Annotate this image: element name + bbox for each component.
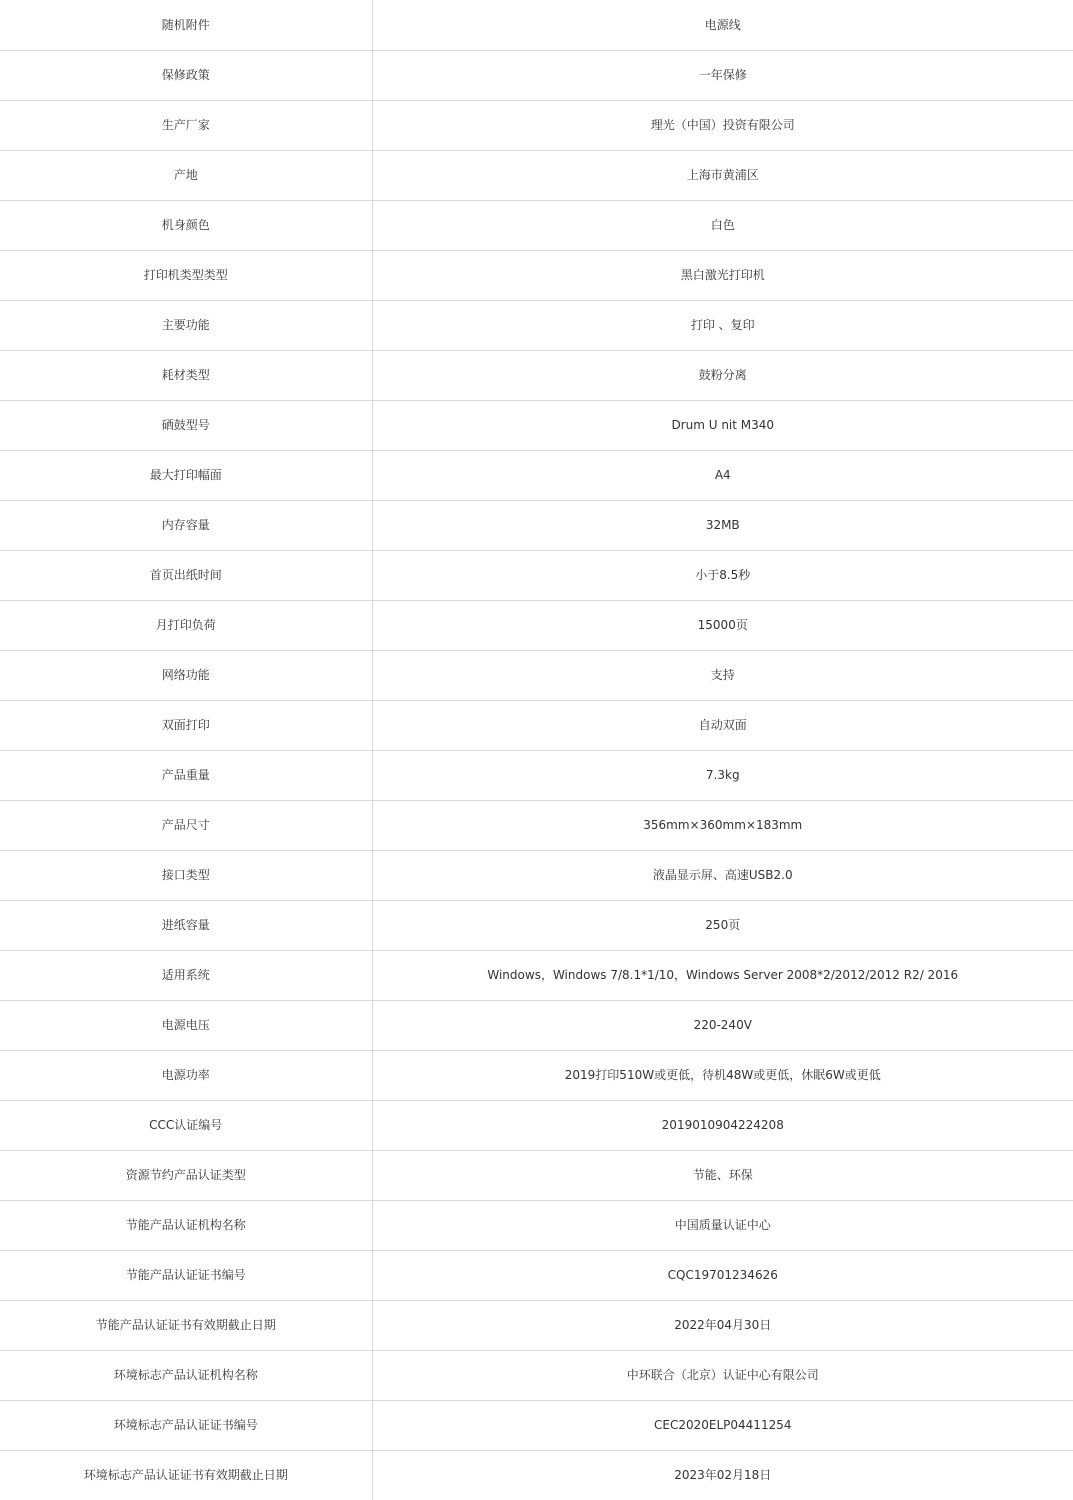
spec-label: 节能产品认证机构名称 bbox=[0, 1200, 372, 1250]
spec-label: 电源功率 bbox=[0, 1050, 372, 1100]
spec-row-certification-type bbox=[0, 1150, 1073, 1200]
spec-row-power bbox=[0, 1050, 1073, 1100]
spec-value: 250页 bbox=[372, 900, 1073, 950]
spec-value: 自动双面 bbox=[372, 700, 1073, 750]
spec-row-consumable-type bbox=[0, 350, 1073, 400]
spec-label: 产品尺寸 bbox=[0, 800, 372, 850]
spec-label: 接口类型 bbox=[0, 850, 372, 900]
spec-row-main-functions bbox=[0, 300, 1073, 350]
spec-label: 适用系统 bbox=[0, 950, 372, 1000]
spec-row-env-cert-expiry bbox=[0, 1450, 1073, 1500]
spec-row-energy-cert-body bbox=[0, 1200, 1073, 1250]
spec-value: A4 bbox=[372, 450, 1073, 500]
spec-value: 黑白激光打印机 bbox=[372, 250, 1073, 300]
spec-label: 最大打印幅面 bbox=[0, 450, 372, 500]
spec-label: 内存容量 bbox=[0, 500, 372, 550]
spec-row-weight bbox=[0, 750, 1073, 800]
spec-label: CCC认证编号 bbox=[0, 1100, 372, 1150]
spec-value: 中环联合（北京）认证中心有限公司 bbox=[372, 1350, 1073, 1400]
spec-row-supported-os bbox=[0, 950, 1073, 1000]
spec-label: 环境标志产品认证机构名称 bbox=[0, 1350, 372, 1400]
spec-label: 网络功能 bbox=[0, 650, 372, 700]
spec-label: 首页出纸时间 bbox=[0, 550, 372, 600]
spec-value: 上海市黄浦区 bbox=[372, 150, 1073, 200]
spec-label: 进纸容量 bbox=[0, 900, 372, 950]
spec-value: 鼓粉分离 bbox=[372, 350, 1073, 400]
spec-label: 耗材类型 bbox=[0, 350, 372, 400]
spec-value: 电源线 bbox=[372, 0, 1073, 50]
spec-value: CQC19701234626 bbox=[372, 1250, 1073, 1300]
spec-value: 液晶显示屏、高速USB2.0 bbox=[372, 850, 1073, 900]
spec-value: 220-240V bbox=[372, 1000, 1073, 1050]
spec-value: 2019010904224208 bbox=[372, 1100, 1073, 1150]
spec-value: 2022年04月30日 bbox=[372, 1300, 1073, 1350]
spec-row-dimensions bbox=[0, 800, 1073, 850]
spec-value: 2019打印510W或更低，待机48W或更低，休眠6W或更低 bbox=[372, 1050, 1073, 1100]
spec-row-color bbox=[0, 200, 1073, 250]
spec-label: 双面打印 bbox=[0, 700, 372, 750]
spec-value: CEC2020ELP04411254 bbox=[372, 1400, 1073, 1450]
spec-row-duplex bbox=[0, 700, 1073, 750]
spec-row-env-cert-body bbox=[0, 1350, 1073, 1400]
spec-label: 随机附件 bbox=[0, 0, 372, 50]
spec-value: 2023年02月18日 bbox=[674, 1468, 772, 1483]
spec-label: 节能产品认证证书编号 bbox=[0, 1250, 372, 1300]
spec-row-manufacturer bbox=[0, 100, 1073, 150]
spec-value: 理光（中国）投资有限公司 bbox=[372, 100, 1073, 150]
spec-value: 15000页 bbox=[372, 600, 1073, 650]
spec-label: 机身颜色 bbox=[0, 200, 372, 250]
spec-row-energy-cert-expiry bbox=[0, 1300, 1073, 1350]
spec-row-ccc-number bbox=[0, 1100, 1073, 1150]
spec-label: 资源节约产品认证类型 bbox=[0, 1150, 372, 1200]
spec-row-accessories bbox=[0, 0, 1073, 50]
spec-row-origin bbox=[0, 150, 1073, 200]
spec-value: 7.3kg bbox=[372, 750, 1073, 800]
spec-label: 产品重量 bbox=[0, 750, 372, 800]
spec-row-monthly-duty bbox=[0, 600, 1073, 650]
spec-label: 节能产品认证证书有效期截止日期 bbox=[0, 1300, 372, 1350]
spec-value: 356mm×360mm×183mm bbox=[372, 800, 1073, 850]
spec-row-max-paper-size bbox=[0, 450, 1073, 500]
spec-value: Windows，Windows 7/8.1*1/10，Windows Server 2008*2/2012/2012 R2/ 2016 bbox=[372, 950, 1073, 1000]
spec-row-warranty bbox=[0, 50, 1073, 100]
spec-row-first-page-time bbox=[0, 550, 1073, 600]
spec-label: 环境标志产品认证证书编号 bbox=[0, 1400, 372, 1450]
spec-row-memory bbox=[0, 500, 1073, 550]
spec-value: 白色 bbox=[372, 200, 1073, 250]
spec-row-voltage bbox=[0, 1000, 1073, 1050]
spec-value: 32MB bbox=[372, 500, 1073, 550]
spec-label: 电源电压 bbox=[0, 1000, 372, 1050]
spec-row-energy-cert-number bbox=[0, 1250, 1073, 1300]
spec-value: 支持 bbox=[372, 650, 1073, 700]
spec-row-interface bbox=[0, 850, 1073, 900]
spec-label: 保修政策 bbox=[0, 50, 372, 100]
spec-label: 产地 bbox=[0, 150, 372, 200]
spec-label: 生产厂家 bbox=[0, 100, 372, 150]
spec-value: 打印 、复印 bbox=[372, 300, 1073, 350]
spec-label: 硒鼓型号 bbox=[0, 400, 372, 450]
spec-value: Drum U nit M340 bbox=[372, 400, 1073, 450]
spec-value: 小于8.5秒 bbox=[372, 550, 1073, 600]
spec-label: 环境标志产品认证证书有效期截止日期 bbox=[0, 1450, 372, 1500]
spec-row-paper-capacity bbox=[0, 900, 1073, 950]
spec-label: 主要功能 bbox=[0, 300, 372, 350]
spec-value: 一年保修 bbox=[372, 50, 1073, 100]
spec-value: 中国质量认证中心 bbox=[372, 1200, 1073, 1250]
spec-label: 月打印负荷 bbox=[0, 600, 372, 650]
spec-label: 打印机类型类型 bbox=[0, 250, 372, 300]
spec-row-network bbox=[0, 650, 1073, 700]
spec-row-printer-type bbox=[0, 250, 1073, 300]
spec-row-env-cert-number bbox=[0, 1400, 1073, 1450]
spec-row-drum-model bbox=[0, 400, 1073, 450]
spec-value: 节能、环保 bbox=[372, 1150, 1073, 1200]
